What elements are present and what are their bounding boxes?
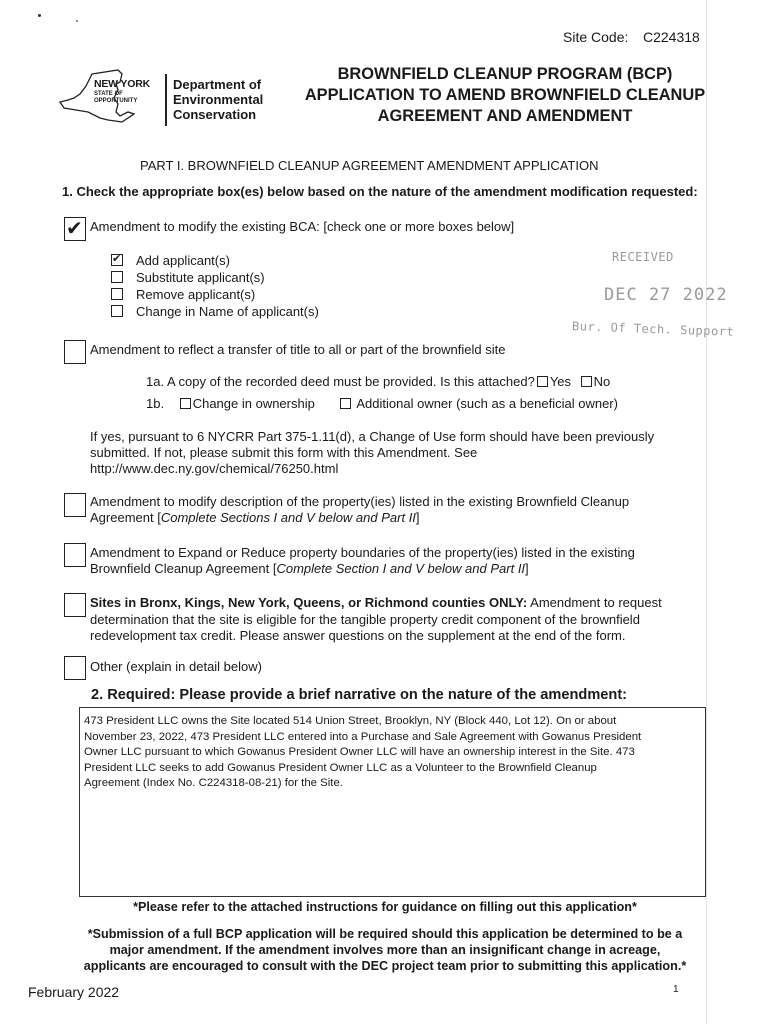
dept-name: [173, 77, 263, 122]
change-name-label: Change in Name of applicant(s): [136, 304, 319, 319]
modify-description-instruction: Complete Sections I and V below and Part II: [160, 510, 416, 525]
site-code-label: Site Code:: [563, 29, 629, 45]
narrative-line-1: 473 President LLC owns the Site located 514 Union Street, Brooklyn, NY (Block 440, Lot 12). On or about: [84, 715, 617, 727]
transfer-title-label: Amendment to reflect a transfer of title to all or part of the brownfield site: [90, 342, 506, 357]
expand-reduce-line-2: [90, 561, 635, 577]
transfer-title-checkbox[interactable]: [64, 340, 86, 364]
tangible-credit-line-1: [90, 595, 662, 612]
add-applicant-label: Add applicant(s): [136, 253, 230, 268]
narrative-textbox[interactable]: [79, 707, 706, 897]
deed-yes-label: Yes: [549, 374, 572, 389]
site-code-value: C224318: [643, 29, 700, 45]
dept-line-1: Department of: [173, 77, 262, 92]
received-stamp-bureau: Bur. Of Tech. Support: [571, 319, 735, 339]
add-applicant-checkbox[interactable]: [111, 254, 123, 266]
scan-speck: [38, 14, 41, 17]
question-1a: [146, 374, 610, 389]
narrative-line-5: Agreement (Index No. C224318-08-21) for the Site.: [84, 777, 343, 789]
received-stamp: RECEIVED: [612, 250, 674, 264]
title-line-3: AGREEMENT AND AMENDMENT: [377, 107, 633, 125]
question-1a-text: 1a. A copy of the recorded deed must be provided. Is this attached?: [146, 374, 535, 389]
if-yes-line-2: submitted. If not, please submit this form with this Amendment. See: [90, 445, 478, 460]
new-york-state-outline-icon: [58, 68, 168, 126]
logo-state-name: NEW YORK: [94, 78, 150, 90]
tangible-credit-checkbox[interactable]: [64, 593, 86, 617]
page-title: [270, 64, 740, 127]
question-1: 1. Check the appropriate box(es) below based on the nature of the amendment modification requested:: [62, 184, 698, 199]
scan-edge-line: [706, 0, 707, 1024]
other-label: Other (explain in detail below): [90, 659, 262, 674]
modify-description-bracket: ]: [415, 510, 420, 525]
additional-owner-checkbox[interactable]: [340, 398, 351, 409]
checkmark-icon: ✔: [66, 216, 83, 240]
page-number: 1: [673, 984, 679, 995]
change-of-use-link[interactable]: http://www.dec.ny.gov/chemical/76250.html: [90, 461, 339, 476]
other-checkbox[interactable]: [64, 656, 86, 680]
instructions-note: *Please refer to the attached instructions for guidance on filling out this application*: [133, 900, 637, 914]
question-1b: [146, 396, 618, 411]
substitute-applicant-label: Substitute applicant(s): [136, 270, 265, 285]
tangible-credit-label: [90, 595, 662, 645]
nys-logo: [58, 68, 168, 126]
deed-no-label: No: [593, 374, 611, 389]
change-ownership-checkbox[interactable]: [180, 398, 191, 409]
substitute-applicant-checkbox[interactable]: [111, 271, 123, 283]
if-yes-paragraph: [90, 429, 654, 477]
deed-no-checkbox[interactable]: [581, 376, 592, 387]
title-line-1: BROWNFIELD CLEANUP PROGRAM (BCP): [337, 65, 673, 83]
footer-date: February 2022: [28, 984, 120, 1000]
remove-applicant-label: Remove applicant(s): [136, 287, 256, 302]
checkmark-icon: ✔: [112, 252, 122, 265]
narrative-line-4: President LLC seeks to add Gowanus President Owner LLC as a Volunteer to the Brownfield Cleanup: [84, 761, 597, 774]
tangible-credit-line-3: redevelopment tax credit. Please answer questions on the supplement at the end of the form.: [90, 628, 626, 643]
dept-line-3: Conservation: [173, 107, 257, 122]
additional-owner-label: Additional owner (such as a beneficial owner): [356, 396, 618, 411]
modify-bca-label: Amendment to modify the existing BCA: [check one or more boxes below]: [90, 219, 515, 234]
received-stamp-date: DEC 27 2022: [604, 285, 728, 305]
logo-state-sub1: STATE OF: [94, 91, 123, 97]
expand-reduce-line-1: Amendment to Expand or Reduce property boundaries of the property(ies) listed in the existing: [90, 545, 635, 560]
modify-bca-checkbox[interactable]: [64, 217, 86, 241]
tangible-credit-line-2: determination that the site is eligible for the tangible property credit component of the brownfield: [90, 611, 640, 627]
change-name-checkbox[interactable]: [111, 305, 123, 317]
part1-heading: PART I. BROWNFIELD CLEANUP AGREEMENT AMENDMENT APPLICATION: [140, 158, 599, 173]
logo-divider: [165, 74, 167, 126]
modify-description-line-1: Amendment to modify description of the property(ies) listed in the existing Brownfield Cleanup: [90, 494, 630, 509]
logo-state-sub2: OPPORTUNITY: [94, 98, 138, 104]
narrative-line-2: November 23, 2022, 473 President LLC entered into a Purchase and Sale Agreement with Gowanus President: [84, 730, 642, 743]
remove-applicant-checkbox[interactable]: [111, 288, 123, 300]
expand-reduce-text: Brownfield Cleanup Agreement [: [90, 561, 277, 576]
expand-reduce-instruction: Complete Section I and V below and Part II: [276, 561, 526, 576]
title-line-2: APPLICATION TO AMEND BROWNFIELD CLEANUP: [304, 86, 706, 104]
expand-reduce-bracket: ]: [525, 561, 529, 576]
change-ownership-label: Change in ownership: [192, 396, 315, 411]
submission-note: [0, 926, 770, 974]
tangible-credit-request: Amendment to request: [527, 595, 662, 610]
modify-description-label: [90, 494, 629, 526]
if-yes-line-1: If yes, pursuant to 6 NYCRR Part 375-1.11(d), a Change of Use form should have been previously: [90, 429, 655, 444]
modify-description-checkbox[interactable]: [64, 493, 86, 517]
submission-note-line-1: *Submission of a full BCP application will be required should this application be determined to be a: [87, 927, 683, 941]
narrative-line-3: Owner LLC pursuant to which Gowanus President Owner LLC will have an ownership interest in the Site. 473: [84, 746, 635, 758]
deed-yes-checkbox[interactable]: [537, 376, 548, 387]
scan-speck: [76, 20, 78, 22]
submission-note-line-2: major amendment. If the amendment involves more than an insignificant change in acreage,: [109, 943, 661, 957]
narrative-heading: 2. Required: Please provide a brief narrative on the nature of the amendment:: [91, 687, 628, 703]
tangible-credit-counties: Sites in Bronx, Kings, New York, Queens, or Richmond counties ONLY:: [90, 595, 528, 610]
submission-note-line-3: applicants are encouraged to consult with the DEC project team prior to submitting this application.*: [83, 959, 687, 973]
modify-description-text: Agreement [: [90, 510, 161, 525]
question-1b-prefix: 1b.: [146, 396, 165, 411]
expand-reduce-label: [90, 545, 635, 577]
dept-line-2: Environmental: [173, 92, 264, 107]
expand-reduce-checkbox[interactable]: [64, 543, 86, 567]
modify-description-line-2: [90, 510, 629, 526]
